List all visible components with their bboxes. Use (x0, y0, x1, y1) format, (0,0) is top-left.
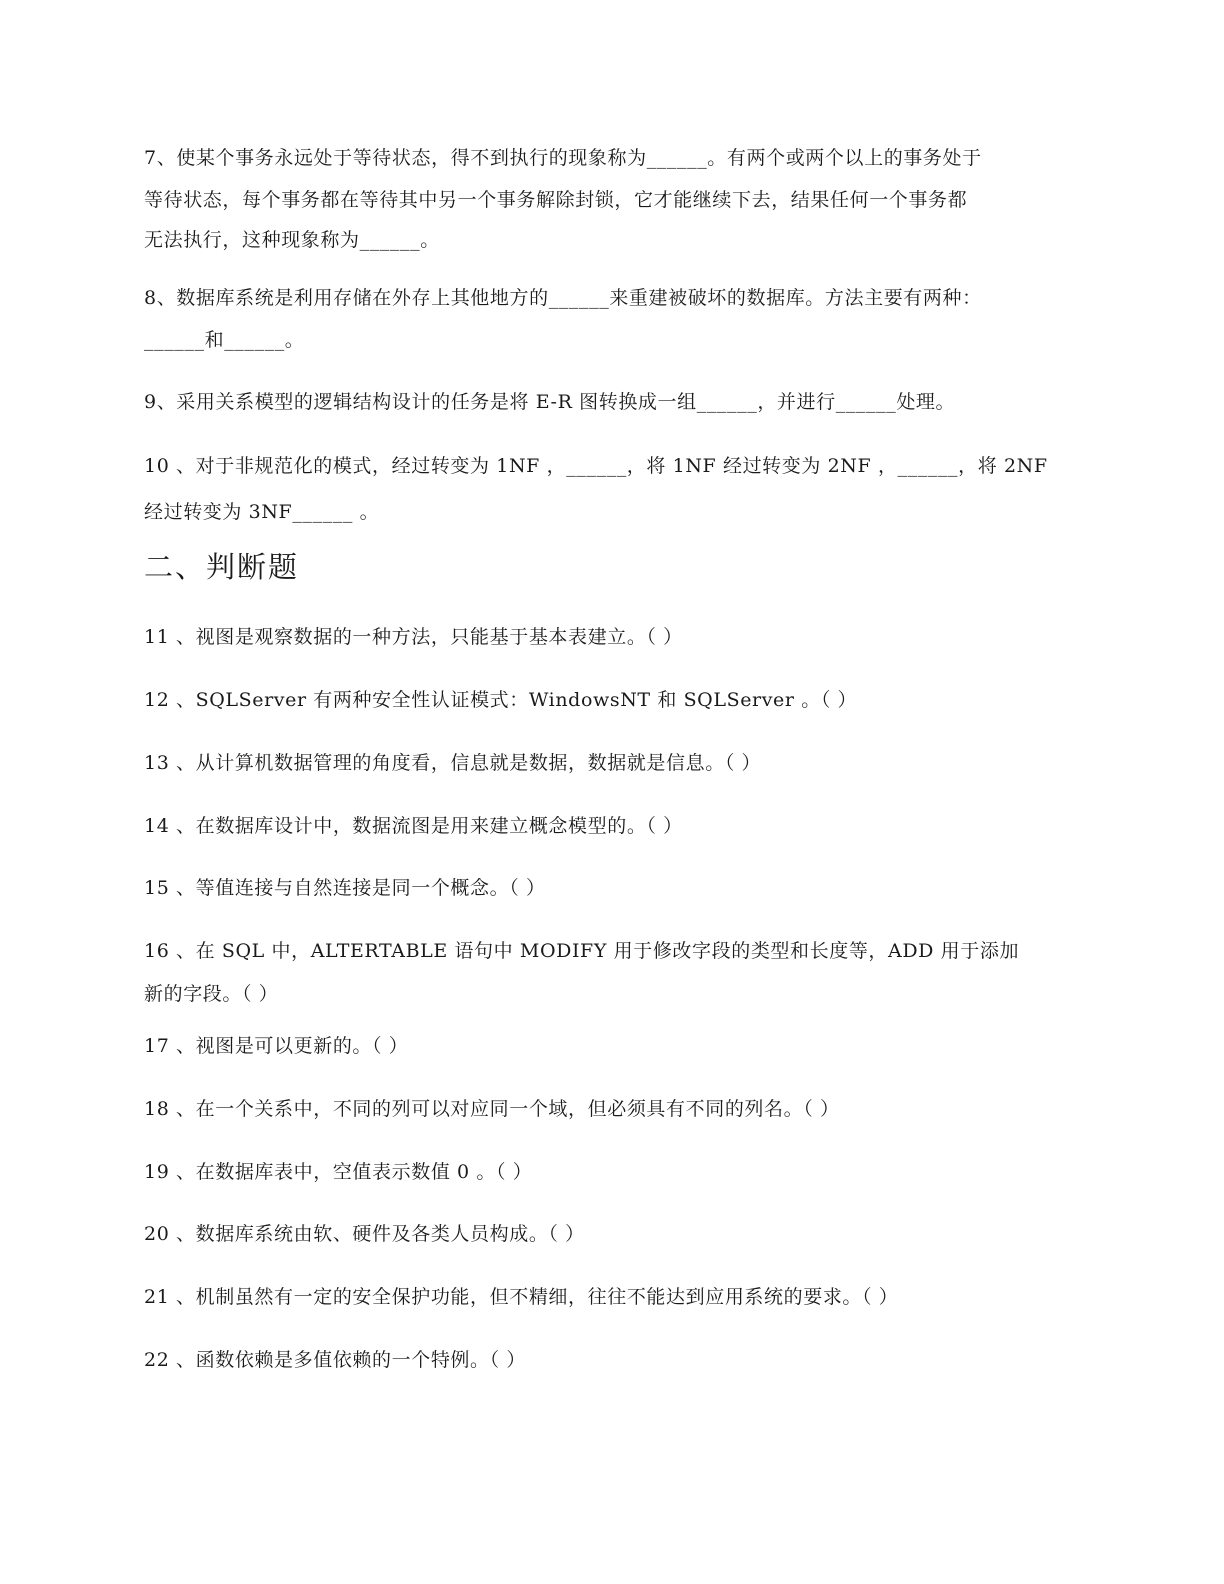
question-16-line-1: 16 、在 SQL 中，ALTERTABLE 语句中 MODIFY 用于修改字段的类型和长度等，ADD 用于添加 (144, 940, 1020, 962)
question-16-line-2: 新的字段。（ ） (144, 983, 279, 1005)
question-7-line-2: 等待状态，每个事务都在等待其中另一个事务解除封锁，它才能继续下去，结果任何一个事务都 (144, 189, 968, 211)
question-20: 20 、数据库系统由软、硬件及各类人员构成。（ ） (144, 1223, 585, 1245)
question-7-line-3: 无法执行，这种现象称为______。 (144, 229, 440, 251)
question-8-line-2: ______和______。 (144, 329, 305, 351)
question-14: 14 、在数据库设计中，数据流图是用来建立概念模型的。（ ） (144, 815, 683, 837)
question-15: 15 、等值连接与自然连接是同一个概念。（ ） (144, 877, 546, 899)
question-10-line-2: 经过转变为 3NF______ 。 (144, 501, 380, 523)
question-11: 11 、视图是观察数据的一种方法，只能基于基本表建立。（ ） (144, 626, 683, 648)
question-21: 21 、机制虽然有一定的安全保护功能，但不精细，往往不能达到应用系统的要求。（ ） (144, 1286, 899, 1308)
question-8-line-1: 8、数据库系统是利用存储在外存上其他地方的______来重建被破坏的数据库。方法主要有两种： (144, 287, 982, 309)
question-13: 13 、从计算机数据管理的角度看，信息就是数据，数据就是信息。（ ） (144, 752, 762, 774)
question-12: 12 、SQLServer 有两种安全性认证模式：WindowsNT 和 SQLServer 。（ ） (144, 689, 858, 711)
section-heading-true-false: 二、判断题 (144, 550, 300, 584)
question-9-line-1: 9、采用关系模型的逻辑结构设计的任务是将 E-R 图转换成一组______，并进行______处理。 (144, 391, 956, 413)
question-18: 18 、在一个关系中，不同的列可以对应同一个域，但必须具有不同的列名。（ ） (144, 1098, 840, 1120)
question-17: 17 、视图是可以更新的。（ ） (144, 1035, 409, 1057)
question-22: 22 、函数依赖是多值依赖的一个特例。（ ） (144, 1349, 526, 1371)
question-19: 19 、在数据库表中，空值表示数值 0 。（ ） (144, 1161, 533, 1183)
question-7-line-1: 7、使某个事务永远处于等待状态，得不到执行的现象称为______。有两个或两个以上的事务处于 (144, 147, 982, 169)
question-10-line-1: 10 、对于非规范化的模式，经过转变为 1NF ，______，将 1NF 经过转变为 2NF ，______，将 2NF (144, 455, 1048, 477)
